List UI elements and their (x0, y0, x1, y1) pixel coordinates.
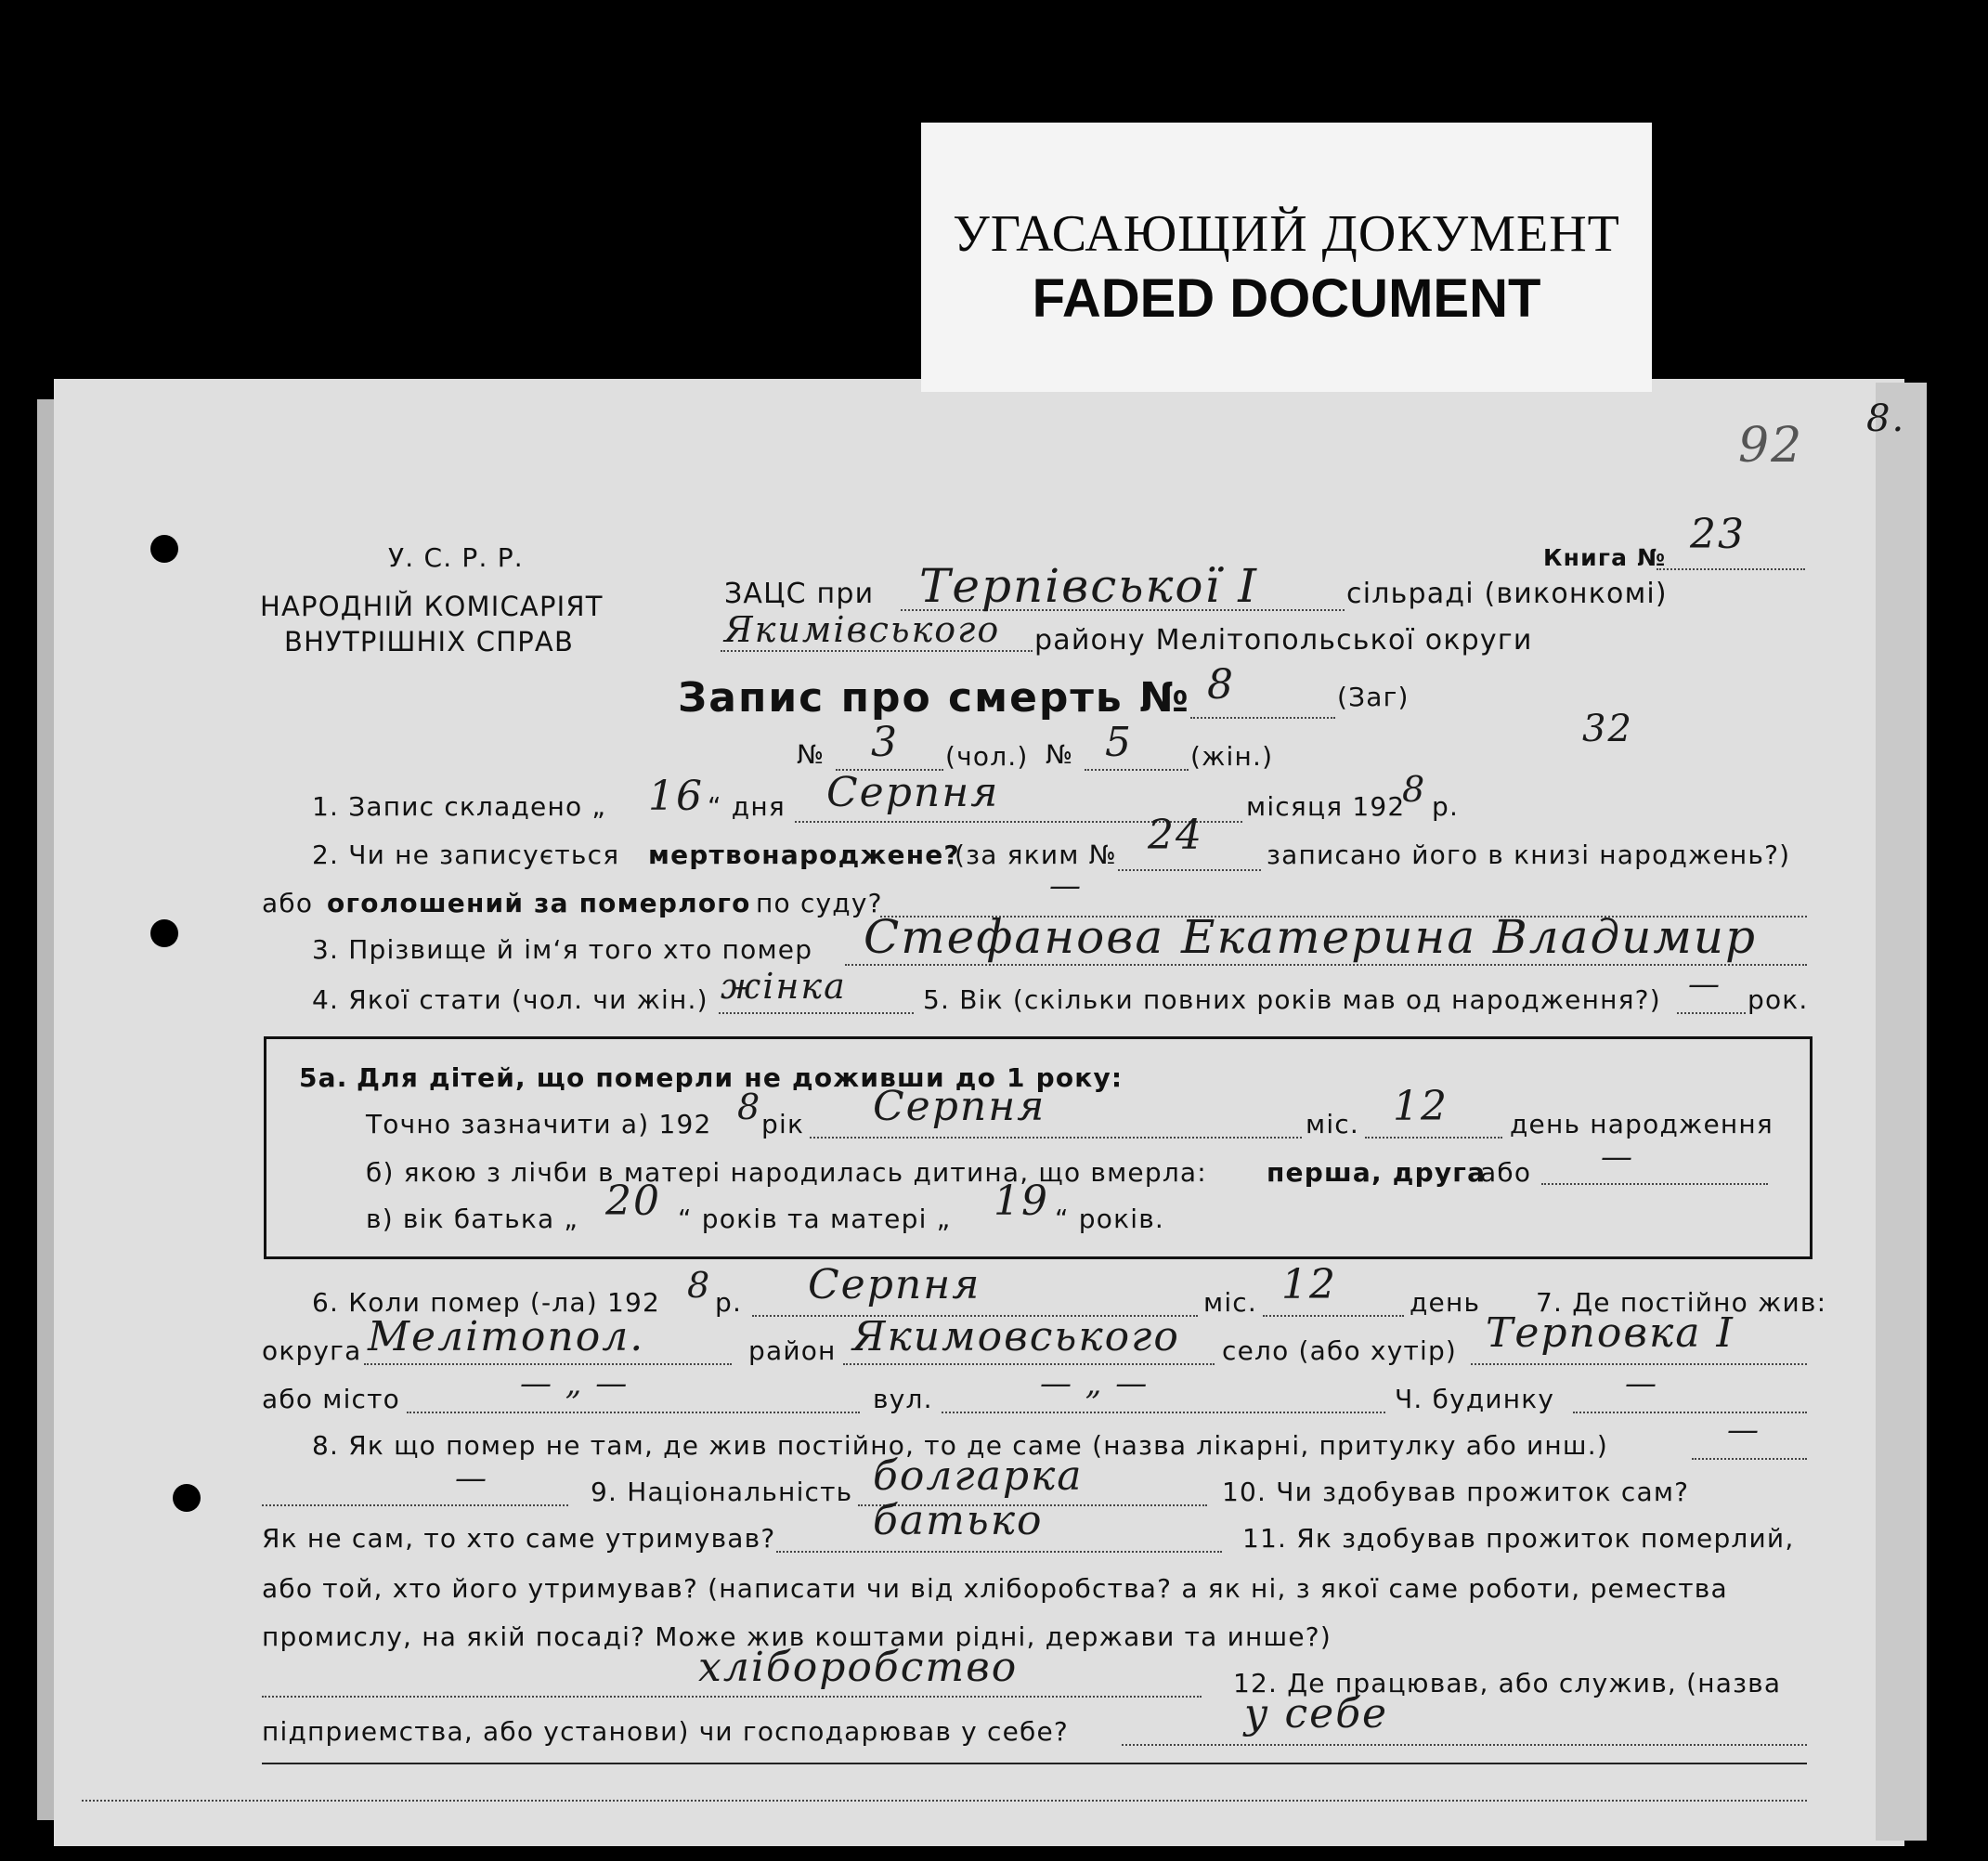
field2b-value: — (1049, 867, 1083, 904)
field2-line (1118, 869, 1261, 871)
infant-heading: Для дітей, що померли не доживши до 1 року: (357, 1062, 1124, 1093)
record-title: Запис про смерть № (678, 674, 1190, 722)
bottom-dotted-rule (82, 1800, 1807, 1802)
selo-value: Терповка I (1486, 1309, 1735, 1357)
field1-day: 16 (648, 773, 704, 820)
book-value: 23 (1690, 511, 1746, 558)
field11-line-2: або той, хто його утримував? (написати чи від хліборобства? а як ні, з якої саме роботи, ремества (262, 1573, 1728, 1604)
field5-line (1677, 1012, 1746, 1014)
field2-label: 2. Чи не записується (312, 839, 620, 870)
field8-line (1692, 1458, 1807, 1460)
field12-label: 12. Де працював, або служив, (назва (1233, 1668, 1782, 1698)
field7-label: 7. Де постійно жив: (1536, 1287, 1827, 1318)
punch-hole (150, 919, 178, 947)
zags-value: Терпівської I (919, 559, 1259, 613)
female-label: (жін.) (1190, 741, 1274, 772)
field5-label: 5. Вік (скільки повних років мав од народження?) (923, 984, 1661, 1015)
infant-a-year: 8 (737, 1087, 762, 1127)
infant-b-end: або (1480, 1157, 1532, 1188)
house-value: — (1625, 1365, 1658, 1402)
district-label: району Мелітопольської округи (1034, 624, 1533, 657)
house-label: Ч. будинку (1395, 1384, 1555, 1414)
infant-a-label: Точно зазначити а) 192 (366, 1109, 712, 1139)
commissariat-line-1: НАРОДНІЙ КОМІСАРІЯТ (260, 591, 604, 622)
selo-label: село (або хутір) (1222, 1335, 1458, 1366)
field11-line-3: промислу, на якій посаді? Може жив коштами рідні, держави та инше?) (262, 1621, 1332, 1652)
field11-answer-line (262, 1696, 1202, 1698)
label-english: FADED DOCUMENT (1032, 268, 1541, 329)
infant-a-day: 12 (1393, 1083, 1449, 1130)
infant-a-day-line (1365, 1137, 1502, 1139)
faded-document-label (921, 123, 1652, 392)
book-line (1657, 568, 1805, 570)
field10b-line (776, 1551, 1222, 1553)
field8-value: — (1727, 1412, 1761, 1449)
infant-b-label: б) якою з лічби в матері народилась дитина, що вмерла: (366, 1157, 1207, 1188)
state-abbreviation: У. С. Р. Р. (388, 542, 524, 573)
field1-day-close: “ дня (708, 791, 786, 822)
field3-line (845, 964, 1807, 966)
okruga-value: Мелітопол. (368, 1313, 645, 1360)
commissariat-line-2: ВНУТРІШНІХ СПРАВ (284, 626, 575, 657)
male-label: (чол.) (945, 741, 1029, 772)
district-value: Якимівського (724, 609, 1001, 650)
infant-c-end: “ років. (1055, 1204, 1165, 1234)
field12-line-2: підприемства, або установи) чи господарював у себе? (262, 1716, 1069, 1747)
field5-unit: рок. (1748, 984, 1809, 1015)
field2-end: записано його в книзі народжень?) (1267, 839, 1791, 870)
field4-label: 4. Якої стати (чол. чи жін.) (312, 984, 708, 1015)
record-number: 8 (1207, 661, 1235, 709)
misto-label: або місто (262, 1384, 400, 1414)
male-no-value: 3 (871, 719, 899, 766)
male-no-label: № (797, 739, 825, 770)
misto-line (407, 1412, 860, 1413)
field6-label: 6. Коли помер (-ла) 192 (312, 1287, 661, 1318)
field10-label: 10. Чи здобував прожиток сам? (1222, 1477, 1690, 1507)
house-line (1573, 1412, 1807, 1413)
field10b-label: Як не сам, то хто саме утримував? (262, 1523, 776, 1554)
field2b-end: по суду? (756, 888, 883, 918)
raion-value: Якимовського (852, 1313, 1180, 1360)
field2-value: 24 (1148, 812, 1203, 859)
infant-a-month-label: міс. (1306, 1109, 1359, 1139)
infant-c-mid: “ років та матері „ (678, 1204, 952, 1234)
field5-value: — (1688, 966, 1722, 1003)
field2b-bold: оголошений за померлого (327, 888, 751, 918)
infant-b-bold: перша, друга (1267, 1157, 1487, 1188)
side-number: 32 (1582, 708, 1633, 750)
field11-label: 11. Як здобував прожиток померлий, (1242, 1523, 1795, 1554)
vul-label: вул. (873, 1384, 933, 1414)
field6-day: 12 (1281, 1261, 1337, 1308)
field9-label: 9. Національність (591, 1477, 853, 1507)
infant-a-end: день народження (1510, 1109, 1774, 1139)
sheet-edge-right (1876, 383, 1927, 1841)
zags-label: ЗАЦС при (724, 578, 875, 610)
field6-year: 8 (687, 1265, 712, 1306)
field1-month: Серпня (826, 769, 1000, 816)
field8-value-2: — (455, 1460, 488, 1497)
field12-line (1122, 1744, 1807, 1746)
bottom-rule (262, 1763, 1807, 1764)
female-no-line (1085, 769, 1189, 771)
book-label: Книга № (1543, 544, 1667, 571)
misto-value: — „ — (520, 1365, 630, 1402)
female-no-label: № (1046, 739, 1074, 770)
field6-month: Серпня (808, 1261, 981, 1308)
female-no-value: 5 (1105, 719, 1133, 766)
punch-hole (173, 1484, 201, 1512)
field11-value: хліборобство (698, 1644, 1019, 1691)
vul-line (942, 1412, 1385, 1413)
infant-father-age: 20 (605, 1178, 661, 1225)
field6-day-line (1263, 1315, 1404, 1317)
record-suffix: (Заг) (1337, 682, 1410, 712)
infant-a-month-line (810, 1137, 1302, 1139)
vul-value: — „ — (1040, 1365, 1150, 1402)
field4-line (719, 1012, 914, 1014)
infant-a-month: Серпня (873, 1083, 1046, 1130)
field1-year-suffix: р. (1432, 791, 1460, 822)
infant-c-label: в) вік батька „ (366, 1204, 579, 1234)
label-russian: УГАСАЮЩИЙ ДОКУМЕНТ (953, 205, 1620, 263)
field8-label: 8. Як що помер не там, де жив постійно, то де саме (назва лікарні, притулку або инш.) (312, 1430, 1608, 1461)
field4-value: жінка (721, 966, 847, 1007)
page-number: 92 (1738, 418, 1804, 474)
field2-mid: (за яким № (955, 839, 1117, 870)
infant-heading-no: 5а. (299, 1062, 348, 1093)
infant-mother-age: 19 (994, 1178, 1049, 1225)
field1-year: 8 (1402, 769, 1427, 810)
field12-value: у себе (1244, 1690, 1389, 1737)
okruga-label: округа (262, 1335, 362, 1366)
field6-day-label: день (1410, 1287, 1481, 1318)
field2b-label: або (262, 888, 314, 918)
field1-month-label: місяця 192 (1246, 791, 1406, 822)
field2-bold: мертвонароджене? (648, 839, 960, 870)
infant-b-line (1541, 1183, 1768, 1185)
field6-year-suffix: р. (715, 1287, 743, 1318)
field3-label: 3. Прізвище й ім‘я того хто помер (312, 934, 813, 965)
council-label: сільраді (виконкомі) (1346, 578, 1668, 610)
district-line (721, 650, 1033, 652)
corner-mark: 8. (1866, 397, 1906, 440)
raion-line (843, 1363, 1215, 1365)
field10b-value: батько (873, 1497, 1044, 1544)
field8-line-2 (262, 1504, 568, 1506)
record-number-line (1190, 717, 1335, 719)
infant-a-year-label: рік (761, 1109, 805, 1139)
infant-b-value: — (1601, 1139, 1634, 1176)
punch-hole (150, 535, 178, 563)
field3-value: Стефанова Екатерина Владимир (864, 910, 1758, 964)
field9-value: болгарка (873, 1452, 1084, 1500)
field1-label: 1. Запис складено „ (312, 791, 607, 822)
field6-month-label: міс. (1203, 1287, 1257, 1318)
raion-label: район (748, 1335, 837, 1366)
